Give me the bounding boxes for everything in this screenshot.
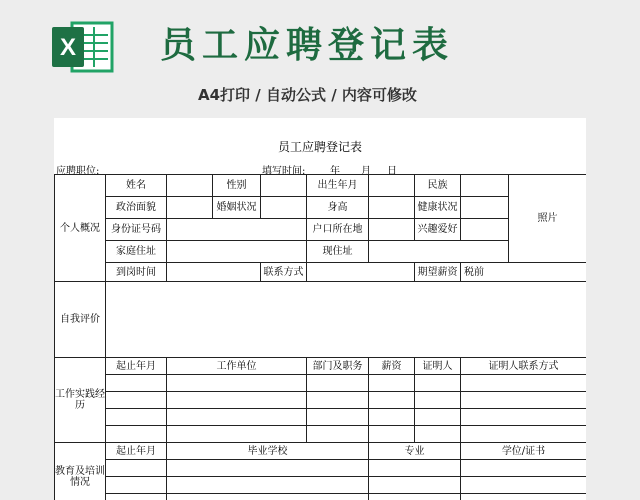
table-row xyxy=(55,426,587,443)
table-row xyxy=(55,282,587,358)
birth-cell[interactable] xyxy=(369,175,415,197)
self-eval-cell[interactable] xyxy=(106,282,587,358)
political-label: 政治面貌 xyxy=(106,197,167,219)
table-row xyxy=(55,409,587,426)
hobby-label: 兴趣爱好 xyxy=(415,219,461,241)
form-title: 员工应聘登记表 xyxy=(277,140,362,154)
table-row xyxy=(55,375,587,392)
start-time-cell[interactable] xyxy=(167,263,261,282)
form-sheet xyxy=(54,118,586,500)
table-row xyxy=(55,197,587,219)
table-row xyxy=(55,460,587,477)
excel-logo-icon xyxy=(52,19,116,75)
day-label: 日 xyxy=(387,166,397,177)
name-cell[interactable] xyxy=(167,175,213,197)
id-number-label: 身份证号码 xyxy=(106,219,167,241)
health-cell[interactable] xyxy=(461,197,509,219)
birth-label: 出生年月 xyxy=(307,175,369,197)
hukou-label: 户口所在地 xyxy=(307,219,369,241)
table-row xyxy=(55,241,587,263)
id-number-cell[interactable] xyxy=(167,219,307,241)
gender-label: 性别 xyxy=(213,175,261,197)
health-label: 健康状况 xyxy=(415,197,461,219)
current-address-cell[interactable] xyxy=(369,241,509,263)
work-witness-contact-header: 证明人联系方式 xyxy=(461,358,587,375)
work-salary-header: 薪资 xyxy=(369,358,415,375)
photo-cell[interactable]: 照片 xyxy=(509,175,587,263)
work-period-header: 起止年月 xyxy=(106,358,167,375)
edu-major-header: 专业 xyxy=(369,443,461,460)
current-address-label: 现住址 xyxy=(307,241,369,263)
work-employer-header: 工作单位 xyxy=(167,358,307,375)
work-dept-header: 部门及职务 xyxy=(307,358,369,375)
home-address-cell[interactable] xyxy=(167,241,307,263)
home-address-label: 家庭住址 xyxy=(106,241,167,263)
hobby-cell[interactable] xyxy=(461,219,509,241)
pretax-cell[interactable]: 税前 xyxy=(461,263,587,282)
fill-time-label: 填写时间: xyxy=(262,166,306,177)
application-form-table xyxy=(54,174,586,500)
hukou-cell[interactable] xyxy=(369,219,415,241)
height-cell[interactable] xyxy=(369,197,415,219)
gender-cell[interactable] xyxy=(261,175,307,197)
table-row xyxy=(55,477,587,494)
ethnicity-label: 民族 xyxy=(415,175,461,197)
edu-period-header: 起止年月 xyxy=(106,443,167,460)
edu-school-header: 毕业学校 xyxy=(167,443,369,460)
logo-letter: X xyxy=(59,34,77,61)
education-section-label: 教育及培训情况 xyxy=(55,443,106,500)
contact-label: 联系方式 xyxy=(261,263,307,282)
height-label: 身高 xyxy=(307,197,369,219)
marital-label: 婚姻状况 xyxy=(213,197,261,219)
table-row xyxy=(55,494,587,500)
self-eval-label: 自我评价 xyxy=(55,282,106,358)
edu-degree-header: 学位/证书 xyxy=(461,443,587,460)
page-subtitle: A4打印 / 自动公式 / 内容可修改 xyxy=(198,86,417,104)
table-row xyxy=(55,392,587,409)
table-row xyxy=(55,358,587,375)
ethnicity-cell[interactable] xyxy=(461,175,509,197)
salary-expect-label: 期望薪资 xyxy=(415,263,461,282)
table-row xyxy=(55,443,587,460)
work-section-label: 工作实践经历 xyxy=(55,358,106,443)
name-label: 姓名 xyxy=(106,175,167,197)
contact-cell[interactable] xyxy=(307,263,415,282)
political-cell[interactable] xyxy=(167,197,213,219)
table-row xyxy=(55,175,587,197)
table-row xyxy=(55,263,587,282)
personal-section-label: 个人概况 xyxy=(55,175,106,282)
page-title: 员工应聘登记表 xyxy=(160,25,455,66)
work-witness-header: 证明人 xyxy=(415,358,461,375)
year-label: 年 xyxy=(330,166,340,177)
marital-cell[interactable] xyxy=(261,197,307,219)
start-time-label: 到岗时间 xyxy=(106,263,167,282)
position-label: 应聘职位: xyxy=(56,166,100,177)
month-label: 月 xyxy=(361,166,371,177)
table-row xyxy=(55,219,587,241)
